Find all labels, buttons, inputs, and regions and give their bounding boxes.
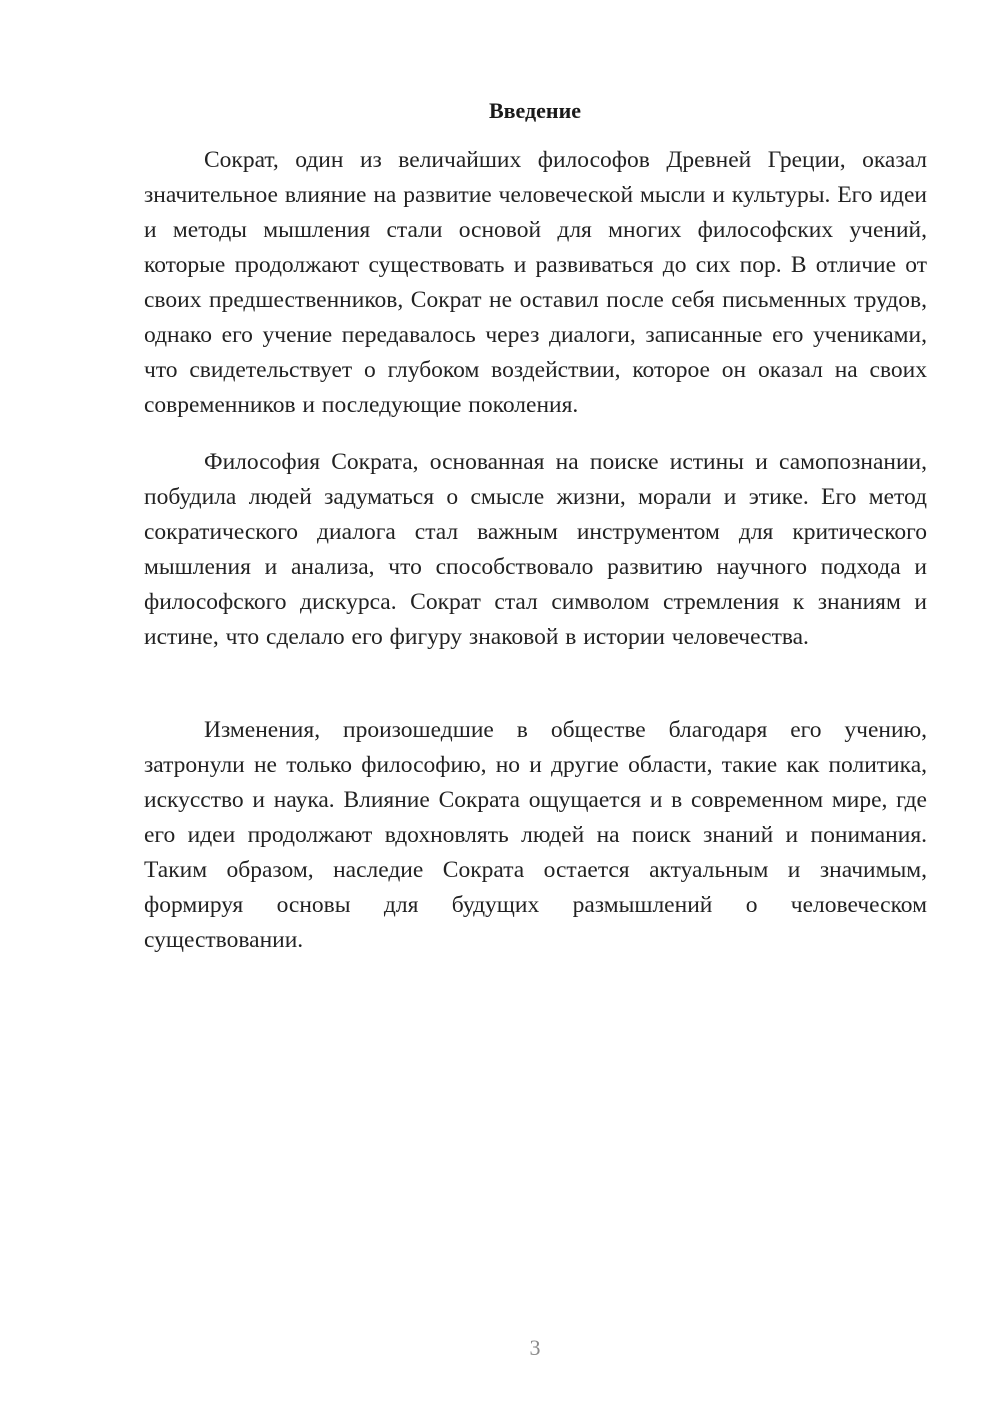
paragraph-1: Сократ, один из величайших философов Древней Греции, оказал значительное влияние на развитие человеческой мысли и культуры. Его идеи и методы мышления стали основой для многих философских учений, которые продолжают существовать и развиваться до сих пор. В отличие от своих предшественников, Сократ не оставил после себя письменных трудов, однако его учение передавалось через диалоги, записанные его учениками, что свидетельствует о глубоком воздействии, которое он оказал на своих современников и последующие поколения. [144,147,927,418]
paragraph-2-container [144,445,927,655]
paragraph-3: Изменения, произошедшие в обществе благодаря его учению, затронули не только философию, но и другие области, такие как политика, искусство и наука. Влияние Сократа ощущается и в современном мире, где его идеи продолжают вдохновлять людей на поиск знаний и понимания. Таким образом, наследие Сократа остается актуальным и значимым, формируя основы для будущих размышлений о человеческом существовании. [144,717,927,953]
paragraph-3-container [144,713,927,958]
page-title: Введение [488,98,582,123]
paragraph-1-container [144,143,927,423]
page-number: 3 [529,1335,541,1360]
paragraph-2: Философия Сократа, основанная на поиске истины и самопознании, побудила людей задуматься о смысле жизни, морали и этике. Его метод сократического диалога стал важным инструментом для критического мышления и анализа, что способствовало развитию научного подхода и философского дискурса. Сократ стал символом стремления к знаниям и истине, что сделало его фигуру знаковой в истории человечества. [144,449,927,650]
